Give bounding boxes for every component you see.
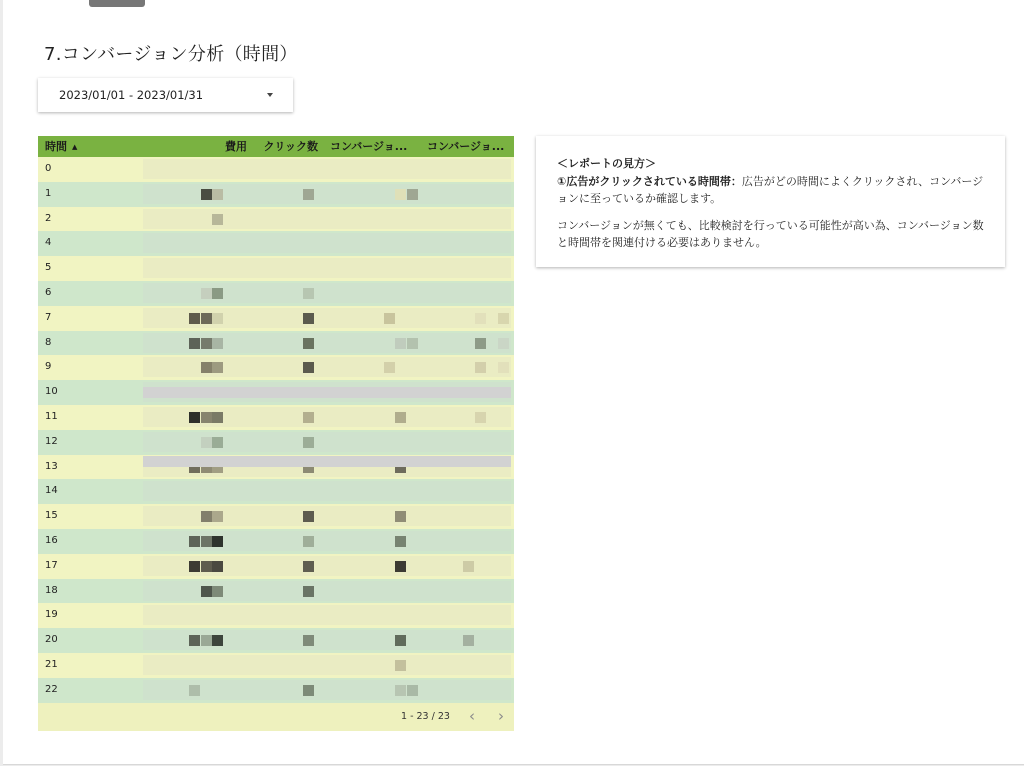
table-row[interactable] <box>38 554 514 579</box>
table-row[interactable] <box>38 207 514 232</box>
obscured-cell-pixel <box>201 561 212 572</box>
row-time-label: 2 <box>45 212 52 224</box>
row-time-label: 20 <box>45 634 58 646</box>
hourly-conversion-table <box>38 136 514 731</box>
table-footer <box>38 703 514 731</box>
table-row[interactable] <box>38 157 514 182</box>
page-title: 7.コンバージョン分析（時間） <box>44 44 298 65</box>
obscured-cell-pixel <box>303 362 314 373</box>
row-time-label: 1 <box>45 187 52 199</box>
obscured-cell-pixel <box>303 313 314 324</box>
obscured-cell-pixel <box>201 313 212 324</box>
pagination-label: 1 - 23 / 23 <box>401 711 450 722</box>
table-row[interactable] <box>38 479 514 504</box>
obscured-cell-pixel <box>201 189 212 200</box>
obscured-values <box>143 159 511 179</box>
table-row[interactable] <box>38 504 514 529</box>
date-range-selector[interactable] <box>38 78 293 112</box>
row-time-label: 14 <box>45 485 58 497</box>
obscured-cell-pixel <box>201 288 212 299</box>
table-header <box>38 136 514 157</box>
row-time-label: 7 <box>45 311 52 323</box>
row-time-label: 13 <box>45 460 58 472</box>
table-row[interactable] <box>38 430 514 455</box>
obscured-cell-pixel <box>189 338 200 349</box>
obscured-cell-pixel <box>303 511 314 522</box>
caret-down-icon <box>267 93 273 97</box>
table-row[interactable] <box>38 182 514 207</box>
column-header-clicks[interactable]: クリック数 <box>263 140 318 153</box>
obscured-cell-pixel <box>303 437 314 448</box>
obscured-cell-pixel <box>212 214 223 225</box>
obscured-cell-pixel <box>395 189 406 200</box>
row-time-label: 16 <box>45 535 58 546</box>
obscured-cell-pixel <box>212 536 223 547</box>
obscured-cell-pixel <box>498 338 509 349</box>
obscured-cell-pixel <box>303 536 314 547</box>
row-time-label: 19 <box>45 609 58 621</box>
obscured-cell-pixel <box>212 586 223 597</box>
obscured-cell-pixel <box>201 338 212 349</box>
table-row[interactable] <box>38 306 514 331</box>
obscured-values <box>143 357 511 377</box>
obscured-cell-pixel <box>212 561 223 572</box>
table-row[interactable] <box>38 355 514 380</box>
column-header-conversion-rate[interactable]: コンバージョ... <box>427 140 505 153</box>
obscured-cell-pixel <box>201 362 212 373</box>
obscured-cell-pixel <box>384 313 395 324</box>
row-time-label: 22 <box>45 683 58 695</box>
obscured-cell-pixel <box>201 536 212 547</box>
table-row[interactable] <box>38 231 514 256</box>
report-guide-card <box>536 136 1005 267</box>
obscured-cell-pixel <box>303 338 314 349</box>
obscured-cell-pixel <box>395 412 406 423</box>
obscured-cell-pixel <box>303 635 314 646</box>
row-time-label: 4 <box>45 237 52 249</box>
obscured-cell-pixel <box>212 362 223 373</box>
table-row[interactable] <box>38 603 514 628</box>
chevron-left-icon[interactable]: ‹ <box>469 707 475 725</box>
obscured-cell-pixel <box>189 313 200 324</box>
row-time-label: 5 <box>45 262 52 274</box>
obscured-cell-pixel <box>212 635 223 646</box>
obscured-cell-pixel <box>189 536 200 547</box>
obscured-cell-pixel <box>201 412 212 423</box>
column-header-conversions[interactable]: コンバージョ... <box>330 140 408 153</box>
obscured-values <box>143 184 511 204</box>
table-row[interactable] <box>38 678 514 703</box>
obscured-band <box>143 387 511 398</box>
obscured-values <box>143 581 511 601</box>
obscured-cell-pixel <box>475 338 486 349</box>
obscured-cell-pixel <box>395 635 406 646</box>
obscured-cell-pixel <box>212 313 223 324</box>
obscured-cell-pixel <box>212 338 223 349</box>
obscured-values <box>143 258 511 278</box>
column-header-time[interactable]: 時間 ▲ <box>45 140 78 153</box>
obscured-cell-pixel <box>407 685 418 696</box>
obscured-cell-pixel <box>212 189 223 200</box>
obscured-cell-pixel <box>303 685 314 696</box>
obscured-cell-pixel <box>212 288 223 299</box>
table-row[interactable] <box>38 405 514 430</box>
row-time-label: 18 <box>45 584 58 596</box>
obscured-cell-pixel <box>201 586 212 597</box>
obscured-values <box>143 481 511 501</box>
guide-heading: ＜レポートの見方＞ <box>557 157 656 170</box>
obscured-values <box>143 432 511 452</box>
guide-point-title: ①広告がクリックされている時間帯： <box>557 174 742 188</box>
obscured-values <box>143 605 511 625</box>
top-chip[interactable] <box>89 0 145 7</box>
obscured-cell-pixel <box>407 189 418 200</box>
table-row[interactable] <box>38 256 514 281</box>
report-page <box>3 0 1024 765</box>
obscured-cell-pixel <box>395 536 406 547</box>
date-range-value: 2023/01/01 - 2023/01/31 <box>59 88 204 102</box>
obscured-cell-pixel <box>189 412 200 423</box>
obscured-cell-pixel <box>189 561 200 572</box>
obscured-cell-pixel <box>395 511 406 522</box>
table-row[interactable] <box>38 331 514 356</box>
row-time-label: 11 <box>45 411 58 422</box>
obscured-cell-pixel <box>463 561 474 572</box>
guide-point <box>557 173 985 208</box>
row-time-label: 0 <box>45 163 52 174</box>
table-row[interactable] <box>38 653 514 678</box>
obscured-cell-pixel <box>303 561 314 572</box>
obscured-values <box>143 209 511 229</box>
obscured-cell-pixel <box>201 437 212 448</box>
table-row[interactable] <box>38 281 514 306</box>
obscured-cell-pixel <box>303 586 314 597</box>
obscured-cell-pixel <box>201 635 212 646</box>
obscured-cell-pixel <box>498 313 509 324</box>
obscured-cell-pixel <box>384 362 395 373</box>
obscured-cell-pixel <box>475 362 486 373</box>
obscured-values <box>143 233 511 253</box>
obscured-cell-pixel <box>189 635 200 646</box>
table-row[interactable] <box>38 579 514 604</box>
column-header-cost[interactable]: 費用 <box>225 140 247 153</box>
obscured-cell-pixel <box>395 660 406 671</box>
row-time-label: 9 <box>45 361 52 373</box>
row-time-label: 10 <box>45 386 58 398</box>
obscured-cell-pixel <box>189 685 200 696</box>
row-time-label: 12 <box>45 435 58 447</box>
obscured-cell-pixel <box>395 338 406 349</box>
obscured-cell-pixel <box>212 437 223 448</box>
obscured-cell-pixel <box>201 511 212 522</box>
obscured-cell-pixel <box>212 412 223 423</box>
row-time-label: 8 <box>45 336 52 348</box>
obscured-cell-pixel <box>463 635 474 646</box>
obscured-cell-pixel <box>212 511 223 522</box>
row-time-label: 21 <box>45 659 58 670</box>
row-time-label: 6 <box>45 287 52 298</box>
table-row[interactable] <box>38 628 514 653</box>
row-time-label: 17 <box>45 559 58 571</box>
obscured-cell-pixel <box>303 412 314 423</box>
guide-paragraph: コンバージョンが無くても、比較検討を行っている可能性が高い為、コンバージョン数と時間帯を関連付ける必要はありません。 <box>557 218 984 249</box>
row-time-label: 15 <box>45 510 58 522</box>
obscured-cell-pixel <box>475 412 486 423</box>
obscured-values <box>143 655 511 675</box>
obscured-cell-pixel <box>395 561 406 572</box>
sort-ascending-icon: ▲ <box>72 143 78 151</box>
obscured-values <box>143 506 511 526</box>
obscured-cell-pixel <box>498 362 509 373</box>
chevron-right-icon[interactable]: › <box>498 707 504 725</box>
obscured-cell-pixel <box>395 685 406 696</box>
obscured-cell-pixel <box>475 313 486 324</box>
obscured-cell-pixel <box>407 338 418 349</box>
obscured-band <box>143 456 511 467</box>
obscured-cell-pixel <box>303 189 314 200</box>
guide-point-text: 広告がどの時間によくクリックされ、コンバージョンに至っているか確認します。 <box>557 174 984 205</box>
table-row[interactable] <box>38 529 514 554</box>
obscured-cell-pixel <box>303 288 314 299</box>
obscured-values <box>143 283 511 303</box>
